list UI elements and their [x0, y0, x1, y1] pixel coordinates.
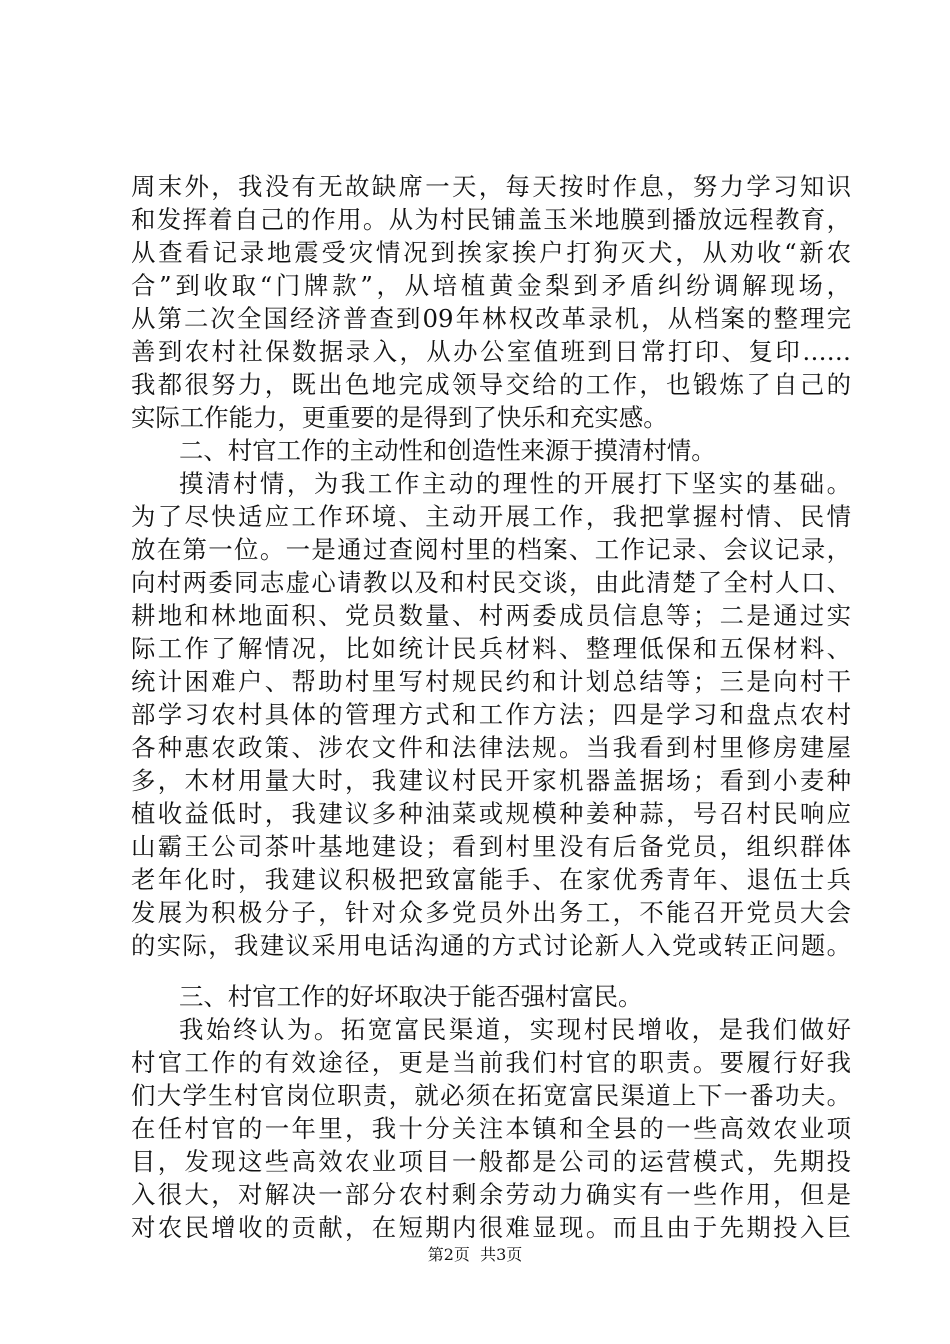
paragraph-line: 摸清村情，为我工作主动的理性的开展打下坚实的基础。 [179, 469, 851, 498]
paragraph-line: 耕地和林地面积、党员数量、村两委成员信息等；二是通过实 [131, 601, 851, 630]
paragraph-line: 从查看记录地震受灾情况到挨家挨户打狗灭犬，从劝收“新农 [131, 238, 851, 267]
paragraph-line: 多，木材用量大时，我建议村民开家机器盖据场；看到小麦种 [131, 766, 851, 795]
paragraph-line: 山霸王公司茶叶基地建设；看到村里没有后备党员，组织群体 [131, 832, 851, 861]
paragraph-line: 我始终认为。拓宽富民渠道，实现村民增收，是我们做好 [179, 1015, 851, 1044]
paragraph-line: 入很大，对解决一部分农村剩余劳动力确实有一些作用，但是 [131, 1180, 851, 1209]
paragraph-line: 善到农村社保数据录入，从办公室值班到日常打印、复印…… [131, 337, 851, 366]
section-heading: 三、村官工作的好坏取决于能否强村富民。 [179, 982, 643, 1011]
paragraph-line: 植收益低时，我建议多种油菜或规模种姜种蒜，号召村民响应 [131, 799, 851, 828]
paragraph-line: 放在第一位。一是通过查阅村里的档案、工作记录、会议记录， [131, 535, 851, 564]
page-number-footer: 第2页 共3页 [427, 1245, 523, 1264]
paragraph-line: 从第二次全国经济普查到09年林权改革录机，从档案的整理完 [131, 304, 851, 333]
paragraph-line: 为了尽快适应工作环境、主动开展工作，我把掌握村情、民情 [131, 502, 851, 531]
paragraph-line: 周末外，我没有无故缺席一天，每天按时作息，努力学习知识 [131, 172, 851, 201]
paragraph-line: 我都很努力，既出色地完成领导交给的工作，也锻炼了自己的 [131, 370, 851, 399]
paragraph-line: 对农民增收的贡献，在短期内很难显现。而且由于先期投入巨 [131, 1213, 851, 1242]
paragraph-line: 向村两委同志虚心请教以及和村民交谈，由此清楚了全村人口、 [131, 568, 851, 597]
paragraph-line: 部学习农村具体的管理方式和工作方法；四是学习和盘点农村 [131, 700, 851, 729]
section-heading: 二、村官工作的主动性和创造性来源于摸清村情。 [179, 436, 716, 465]
paragraph-line: 在任村官的一年里，我十分关注本镇和全县的一些高效农业项 [131, 1114, 851, 1143]
paragraph-line: 目，发现这些高效农业项目一般都是公司的运营模式，先期投 [131, 1147, 851, 1176]
paragraph-line: 实际工作能力，更重要的是得到了快乐和充实感。 [131, 403, 668, 432]
paragraph-line: 发展为积极分子，针对众多党员外出务工，不能召开党员大会 [131, 898, 851, 927]
paragraph-line: 各种惠农政策、涉农文件和法律法规。当我看到村里修房建屋 [131, 733, 851, 762]
paragraph-line: 合”到收取“门牌款”，从培植黄金梨到矛盾纠纷调解现场， [131, 271, 851, 300]
paragraph-line: 的实际，我建议采用电话沟通的方式讨论新人入党或转正问题。 [131, 931, 851, 960]
paragraph-line: 和发挥着自己的作用。从为村民铺盖玉米地膜到播放远程教育， [131, 205, 851, 234]
paragraph-line: 们大学生村官岗位职责，就必须在拓宽富民渠道上下一番功夫。 [131, 1081, 851, 1110]
paragraph-line: 际工作了解情况，比如统计民兵材料、整理低保和五保材料、 [131, 634, 851, 663]
paragraph-line: 统计困难户、帮助村里写村规民约和计划总结等；三是向村干 [131, 667, 851, 696]
paragraph-line: 村官工作的有效途径，更是当前我们村官的职责。要履行好我 [131, 1048, 851, 1077]
paragraph-line: 老年化时，我建议积极把致富能手、在家优秀青年、退伍士兵 [131, 865, 851, 894]
